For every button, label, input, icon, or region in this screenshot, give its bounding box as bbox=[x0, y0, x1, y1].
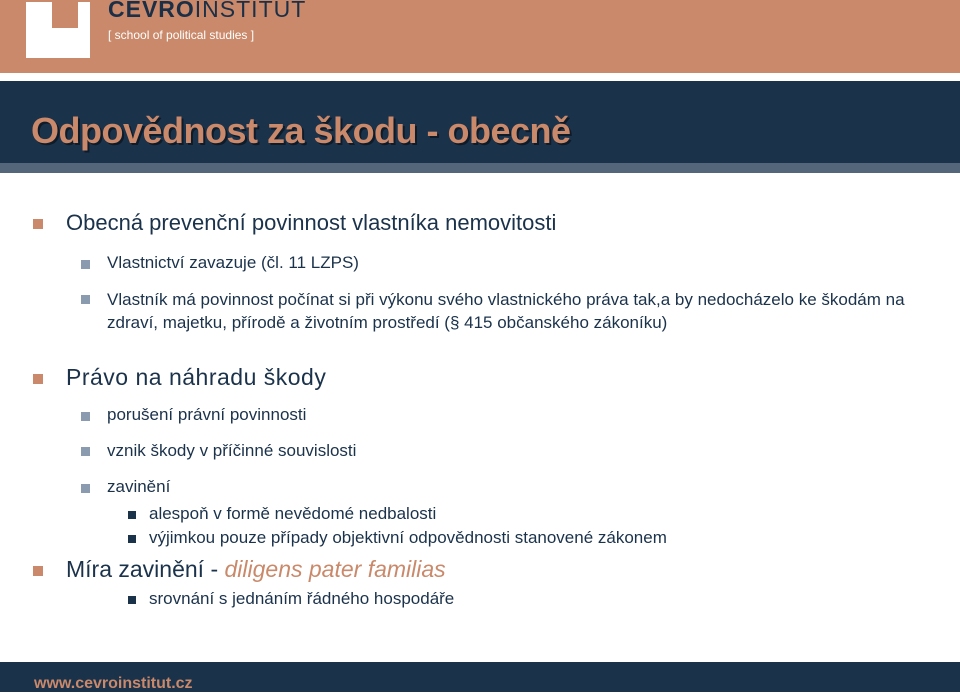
logo-tagline: [ school of political studies ] bbox=[108, 28, 255, 42]
bullet-square-icon bbox=[33, 566, 43, 576]
bullet-text: porušení právní povinnosti bbox=[107, 405, 307, 424]
logo-wordmark bbox=[108, 0, 306, 23]
logo-name-regular: INSTITUT bbox=[194, 0, 307, 22]
bullet-text: Právo na náhradu škody bbox=[66, 364, 327, 390]
bullet-text: vznik škody v příčinné souvislosti bbox=[107, 441, 357, 460]
bullet-text: srovnání s jednáním řádného hospodáře bbox=[149, 589, 455, 608]
bullet-text: Vlastnictví zavazuje (čl. 11 LZPS) bbox=[107, 253, 359, 272]
bullet-text-prefix: Míra zavinění - bbox=[66, 556, 225, 582]
bullet-text: alespoň v formě nevědomé nedbalosti bbox=[149, 504, 437, 523]
bullet-square-icon bbox=[128, 596, 136, 604]
bullet-text: zavinění bbox=[107, 477, 171, 496]
bullet-square-icon bbox=[81, 412, 90, 421]
logo-name-bold: CEVRO bbox=[108, 0, 195, 22]
bullet-square-icon bbox=[81, 295, 90, 304]
bullet-square-icon bbox=[128, 511, 136, 519]
slide-title: Odpovědnost za škodu - obecně bbox=[31, 110, 571, 151]
bullet-square-icon bbox=[81, 260, 90, 269]
bullet-square-icon bbox=[33, 219, 43, 229]
logo-mark-cutout bbox=[52, 2, 78, 28]
bullet-text: výjimkou pouze případy objektivní odpovědnosti stanovené zákonem bbox=[149, 528, 667, 547]
bullet-square-icon bbox=[81, 447, 90, 456]
title-divider bbox=[0, 163, 960, 173]
bullet-text: Obecná prevenční povinnost vlastníka nemovitosti bbox=[66, 210, 557, 235]
bullet-square-icon bbox=[128, 535, 136, 543]
bullet-square-icon bbox=[33, 374, 43, 384]
bullet-text bbox=[66, 556, 446, 583]
bullet-square-icon bbox=[81, 484, 90, 493]
bullet-text: Vlastník má povinnost počínat si při výkonu svého vlastnického práva tak,a by nedocházelo ke škodám na zdraví, majetku, přírodě a životním prostředí (§ 415 občanského zákoníku) bbox=[107, 290, 905, 332]
bullet-text-latin: diligens pater familias bbox=[224, 556, 446, 582]
footer-url[interactable]: www.cevroinstitut.cz bbox=[34, 675, 193, 692]
